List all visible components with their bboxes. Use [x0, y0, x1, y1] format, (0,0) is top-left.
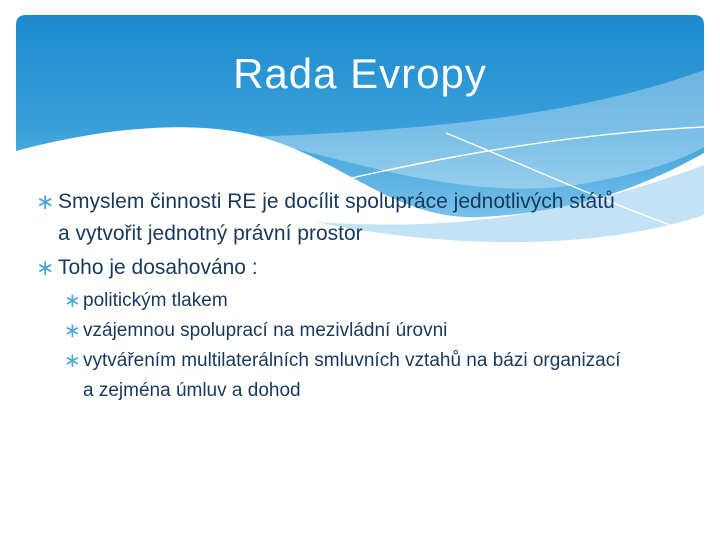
bullet-text — [58, 186, 615, 250]
content-area — [0, 186, 720, 406]
asterisk-bullet-icon: ∗ — [64, 350, 81, 372]
sub-bullet-item — [64, 346, 720, 406]
asterisk-bullet-icon: ∗ — [36, 189, 55, 214]
asterisk-bullet-icon: ∗ — [36, 255, 55, 280]
slide-title: Rada Evropy — [233, 50, 487, 97]
bullet-item — [36, 186, 720, 250]
bullet-text-line: a vytvořit jednotný právní prostor — [58, 222, 363, 245]
bullet-text-line: a zejména úmluv a dohod — [83, 380, 301, 401]
bullet-text — [83, 286, 228, 316]
bullet-text-line: vzájemnou spoluprací na mezivládní úrovni — [83, 320, 448, 341]
bullet-text-line: Smyslem činnosti RE je docílit spolupráce jednotlivých států — [58, 190, 615, 213]
bullet-text — [83, 346, 621, 406]
bullet-text-line: Toho je dosahováno : — [58, 256, 258, 279]
bullet-text — [58, 252, 258, 284]
asterisk-bullet-icon: ∗ — [64, 320, 81, 342]
sub-bullet-item — [64, 316, 720, 346]
bullet-text-line: vytvářením multilaterálních smluvních vztahů na bázi organizací — [83, 350, 621, 371]
sub-bullet-item — [64, 286, 720, 316]
bullet-text-line: politickým tlakem — [83, 290, 228, 311]
asterisk-bullet-icon: ∗ — [64, 290, 81, 312]
bullet-text — [83, 316, 447, 346]
bullet-item — [36, 252, 720, 284]
